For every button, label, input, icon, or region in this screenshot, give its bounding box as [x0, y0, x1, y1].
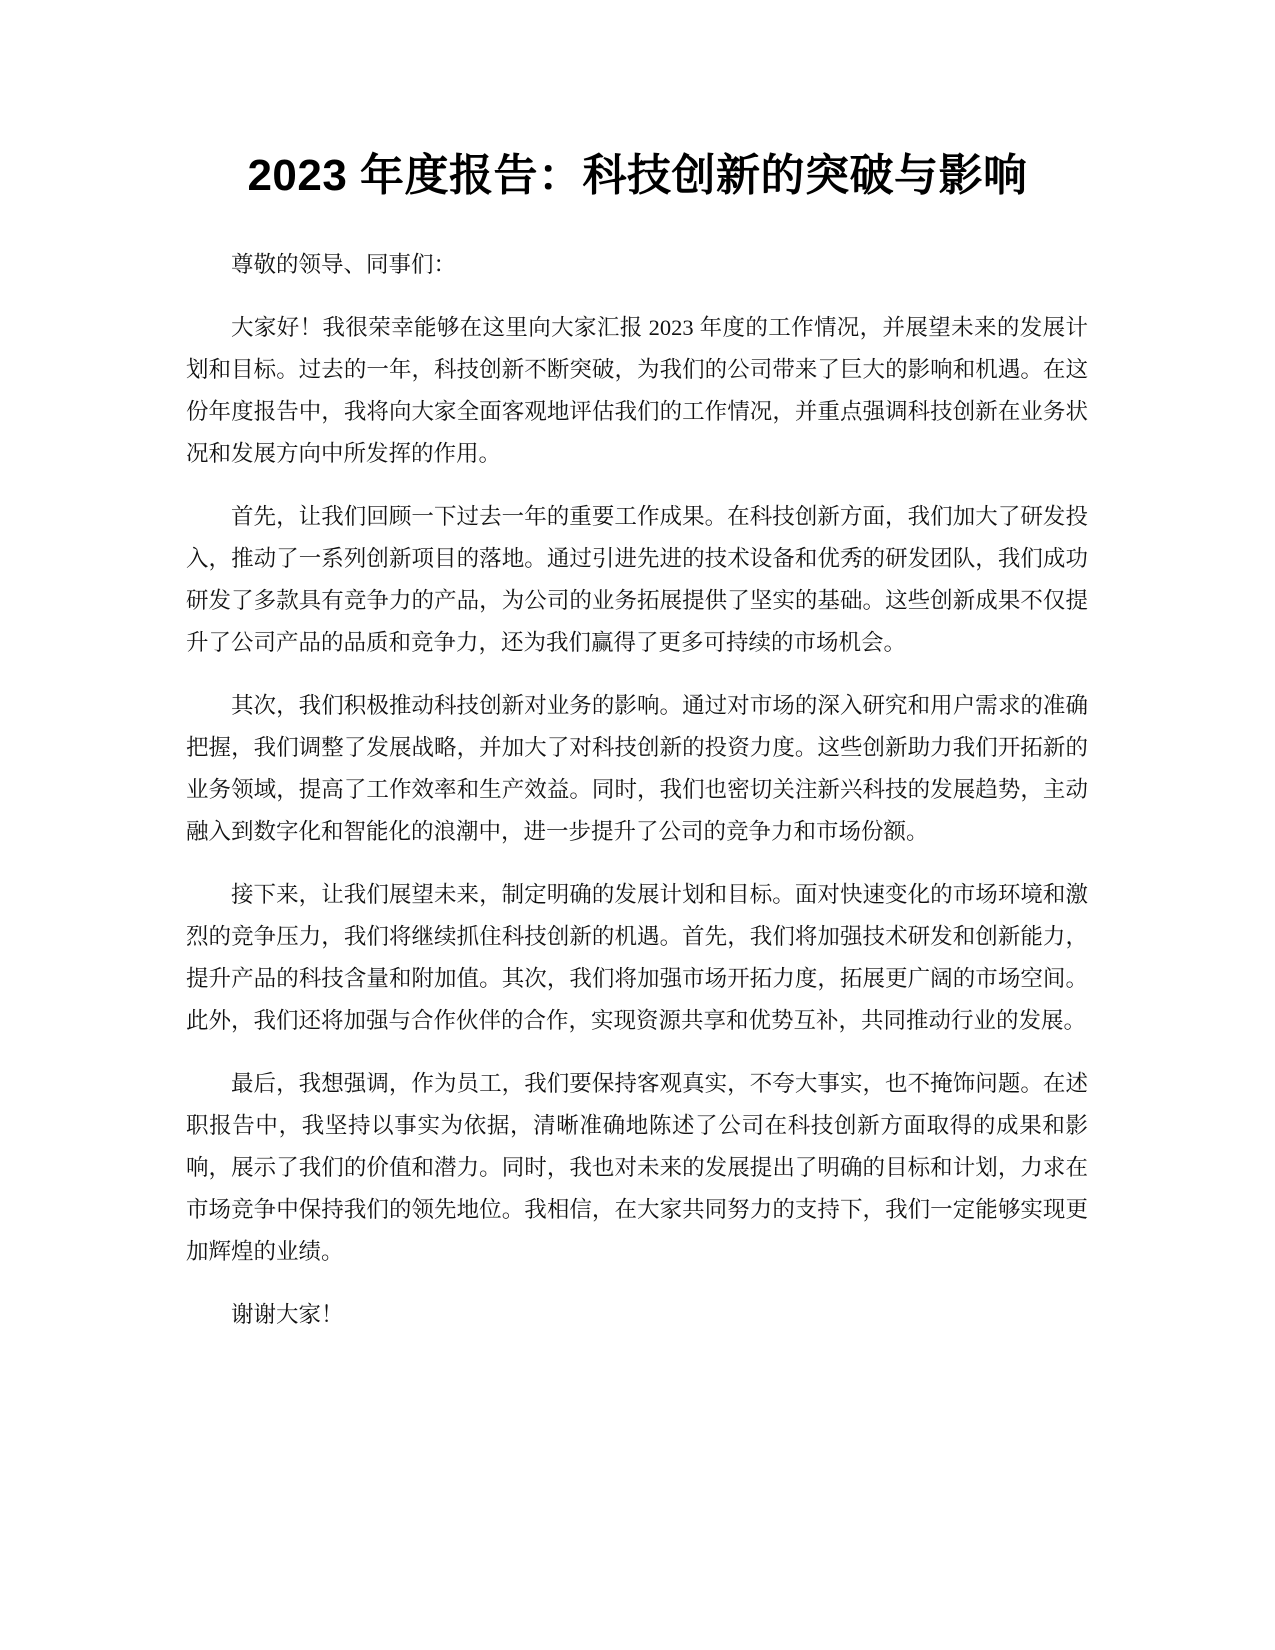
page-title: 2023 年度报告：科技创新的突破与影响 [247, 151, 1028, 200]
paragraph-future-plans: 接下来，让我们展望未来，制定明确的发展计划和目标。面对快速变化的市场环境和激烈的竞争压力，我们将继续抓住科技创新的机遇。首先，我们将加强技术研发和创新能力，提升产品的科技含量和附加值。其次，我们将加强市场开拓力度，拓展更广阔的市场空间。此外，我们还将加强与合作伙伴的合作，实现资源共享和优势互补，共同推动行业的发展。 [186, 882, 1088, 1033]
document-body [186, 244, 1088, 1357]
paragraph-conclusion: 最后，我想强调，作为员工，我们要保持客观真实，不夸大事实，也不掩饰问题。在述职报告中，我坚持以事实为依据，清晰准确地陈述了公司在科技创新方面取得的成果和影响，展示了我们的价值和潜力。同时，我也对未来的发展提出了明确的目标和计划，力求在市场竞争中保持我们的领先地位。我相信，在大家共同努力的支持下，我们一定能够实现更加辉煌的业绩。 [186, 1071, 1088, 1264]
salutation: 尊敬的领导、同事们： [231, 252, 457, 277]
paragraph-intro: 大家好！我很荣幸能够在这里向大家汇报 2023 年度的工作情况，并展望未来的发展计划和目标。过去的一年，科技创新不断突破，为我们的公司带来了巨大的影响和机遇。在这份年度报告中，我将向大家全面客观地评估我们的工作情况，并重点强调科技创新在业务状况和发展方向中所发挥的作用。 [186, 315, 1088, 466]
paragraph-achievements: 首先，让我们回顾一下过去一年的重要工作成果。在科技创新方面，我们加大了研发投入，推动了一系列创新项目的落地。通过引进先进的技术设备和优秀的研发团队，我们成功研发了多款具有竞争力的产品，为公司的业务拓展提供了坚实的基础。这些创新成果不仅提升了公司产品的品质和竞争力，还为我们赢得了更多可持续的市场机会。 [186, 504, 1088, 655]
closing-thanks: 谢谢大家！ [231, 1302, 344, 1327]
paragraph-business-impact: 其次，我们积极推动科技创新对业务的影响。通过对市场的深入研究和用户需求的准确把握，我们调整了发展战略，并加大了对科技创新的投资力度。这些创新助力我们开拓新的业务领域，提高了工作效率和生产效益。同时，我们也密切关注新兴科技的发展趋势，主动融入到数字化和智能化的浪潮中，进一步提升了公司的竞争力和市场份额。 [186, 693, 1088, 844]
